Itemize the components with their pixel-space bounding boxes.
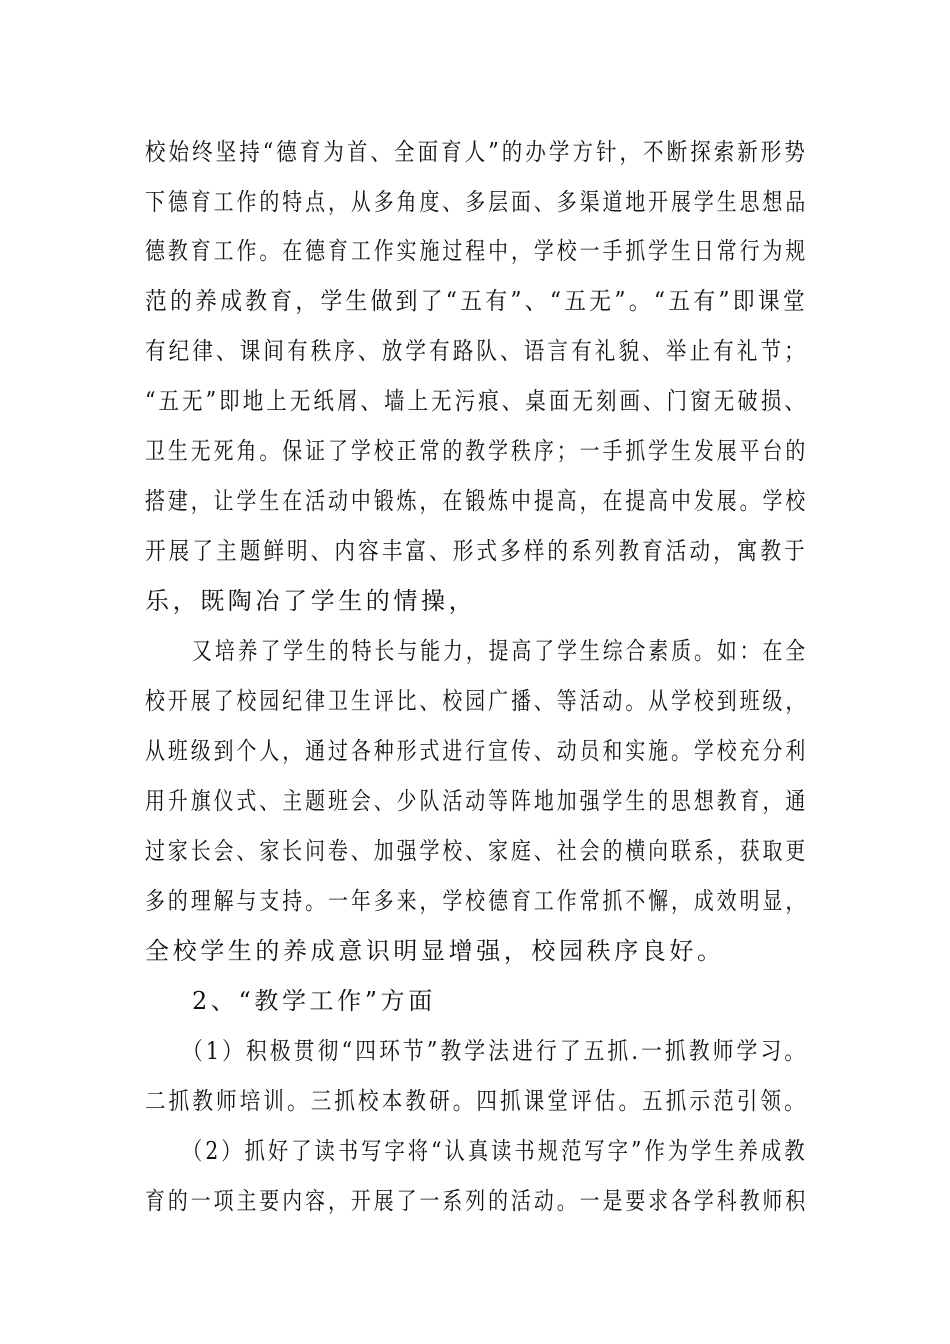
text-line: 德教育工作。在德育工作实施过程中，学校一手抓学生日常行为规 (145, 237, 809, 265)
text-line: 下德育工作的特点，从多角度、多层面、多渠道地开展学生思想品 (145, 188, 809, 216)
text-line: 有纪律、课间有秩序、放学有路队、语言有礼貌、举止有礼节； (145, 337, 808, 365)
text-line: 育的一项主要内容，开展了一系列的活动。一是要求各学科教师积 (145, 1187, 809, 1215)
text-line: 乐，既陶冶了学生的情操， (145, 587, 477, 615)
text-line: 二抓教师培训。三抓校本教研。四抓课堂评估。五抓示范引领。 (145, 1087, 808, 1115)
text-line: 用升旗仪式、主题班会、少队活动等阵地加强学生的思想教育，通 (145, 787, 809, 815)
text-line: 校始终坚持“德育为首、全面育人”的办学方针，不断探索新形势 (145, 138, 808, 166)
text-line: 全校学生的养成意识明显增强，校园秩序良好。 (145, 937, 725, 965)
text-line: “五无”即地上无纸屑、墙上无污痕、桌面无刻画、门窗无破损、 (145, 387, 808, 415)
text-line: 过家长会、家长问卷、加强学校、家庭、社会的横向联系，获取更 (145, 837, 809, 865)
text-line: 校开展了校园纪律卫生评比、校园广播、等活动。从学校到班级， (145, 687, 809, 715)
text-line: 卫生无死角。保证了学校正常的教学秩序；一手抓学生发展平台的 (145, 437, 809, 465)
paragraph-first-line: 又培养了学生的特长与能力，提高了学生综合素质。如：在全 (192, 637, 809, 665)
text-line: 从班级到个人，通过各种形式进行宣传、动员和实施。学校充分利 (145, 737, 809, 765)
list-item-2: （2）抓好了读书写字将“认真读书规范写字”作为学生养成教 (182, 1137, 808, 1165)
text-line: 范的养成教育，学生做到了“五有”、“五无”。“五有”即课堂 (145, 287, 809, 315)
text-line: 开展了主题鲜明、内容丰富、形式多样的系列教育活动，寓教于 (145, 537, 808, 565)
text-line: 多的理解与支持。一年多来，学校德育工作常抓不懈，成效明显， (145, 887, 809, 915)
section-heading: 2、“教学工作”方面 (192, 987, 436, 1015)
text-line: 搭建，让学生在活动中锻炼，在锻炼中提高，在提高中发展。学校 (145, 487, 809, 515)
list-item-1: （1）积极贯彻“四环节”教学法进行了五抓.一抓教师学习。 (182, 1037, 809, 1065)
